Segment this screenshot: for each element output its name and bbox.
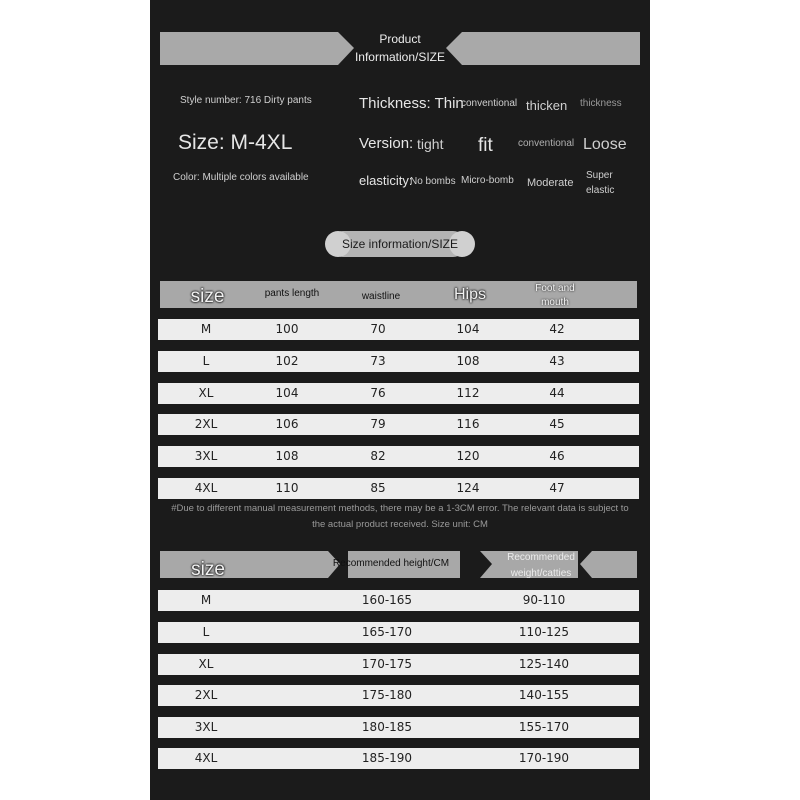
size-header-hips: Hips: [453, 286, 486, 303]
cell-hips: 108: [456, 354, 480, 368]
elasticity-option-4: Super elastic: [586, 170, 615, 196]
elasticity-option-3: Moderate: [527, 177, 574, 189]
cell-waist: 79: [370, 417, 386, 431]
size-header-size: size: [190, 286, 225, 307]
rec-header-notch-mid: [460, 551, 492, 578]
cell-hips: 112: [456, 386, 480, 400]
cell-size: L: [202, 354, 210, 368]
cell-length: 102: [275, 354, 299, 368]
table-row: [158, 383, 639, 404]
version-option-3: conventional: [518, 138, 575, 149]
cell-foot: 46: [549, 449, 565, 463]
table-row: [158, 748, 639, 769]
size-header-length: pants length: [264, 288, 320, 299]
table-row: [158, 478, 639, 499]
cell-weight: 170-190: [518, 751, 570, 765]
rec-header-weight: Recommended weight/catties: [507, 552, 575, 579]
cell-size: 2XL: [194, 417, 218, 431]
cell-size: M: [200, 322, 212, 336]
elasticity-label: elasticity:: [359, 173, 413, 188]
banner-bar-right: [463, 32, 640, 65]
cell-waist: 73: [370, 354, 386, 368]
thickness-option-2: thicken: [526, 98, 568, 113]
cell-waist: 82: [370, 449, 386, 463]
size-range: Size: M-4XL: [178, 131, 293, 154]
cell-height: 185-190: [361, 751, 413, 765]
cell-height: 165-170: [361, 625, 413, 639]
cell-length: 106: [275, 417, 299, 431]
version-option-1: tight: [417, 136, 444, 152]
cell-length: 110: [275, 481, 299, 495]
cell-length: 108: [275, 449, 299, 463]
size-info-label: Size information/SIZE: [341, 237, 459, 251]
version-option-4: Loose: [583, 136, 627, 153]
thickness-option-1: conventional: [461, 98, 518, 109]
version-label: Version:: [359, 135, 414, 152]
table-row: [158, 414, 639, 435]
size-header-foot: Foot and mouth: [535, 283, 575, 308]
version-option-2: fit: [478, 135, 493, 156]
cell-weight: 125-140: [518, 657, 570, 671]
cell-size: 2XL: [194, 688, 218, 702]
table-row: [158, 685, 639, 706]
cell-height: 170-175: [361, 657, 413, 671]
table-row: [158, 717, 639, 738]
cell-foot: 47: [549, 481, 565, 495]
elasticity-option-2: Micro-bomb: [461, 175, 514, 186]
measurement-note: #Due to different manual measurement methods, there may be a 1-3CM error. The relevant data is subject to the actual product received. Size unit: CM: [171, 503, 629, 530]
cell-weight: 140-155: [518, 688, 570, 702]
cell-height: 160-165: [361, 593, 413, 607]
cell-length: 100: [275, 322, 299, 336]
color-info: Color: Multiple colors available: [173, 172, 309, 183]
rec-header-size: size: [191, 559, 225, 580]
cell-size: 3XL: [194, 720, 218, 734]
cell-weight: 90-110: [522, 593, 566, 607]
rec-header-height: Recommended height/CM: [332, 558, 450, 569]
cell-size: M: [200, 593, 212, 607]
cell-height: 175-180: [361, 688, 413, 702]
cell-foot: 45: [549, 417, 565, 431]
cell-foot: 44: [549, 386, 565, 400]
thickness-option-3: thickness: [580, 98, 622, 109]
cell-size: XL: [198, 657, 214, 671]
style-number: Style number: 716 Dirty pants: [180, 95, 312, 106]
cell-hips: 116: [456, 417, 480, 431]
cell-foot: 43: [549, 354, 565, 368]
cell-weight: 155-170: [518, 720, 570, 734]
cell-waist: 70: [370, 322, 386, 336]
cell-weight: 110-125: [518, 625, 570, 639]
cell-size: 4XL: [194, 751, 218, 765]
banner-title: [320, 30, 480, 66]
cell-length: 104: [275, 386, 299, 400]
cell-size: 3XL: [194, 449, 218, 463]
cell-hips: 120: [456, 449, 480, 463]
size-header-waist: waistline: [361, 291, 401, 302]
table-row: [158, 446, 639, 467]
cell-size: L: [202, 625, 210, 639]
cell-hips: 104: [456, 322, 480, 336]
product-size-panel: [150, 0, 650, 800]
thickness-label: Thickness: Thin: [359, 95, 464, 112]
banner-title-line1: Product: [379, 32, 421, 46]
cell-size: XL: [198, 386, 214, 400]
banner-bar-left: [160, 32, 338, 65]
cell-waist: 76: [370, 386, 386, 400]
cell-height: 180-185: [361, 720, 413, 734]
cell-waist: 85: [370, 481, 386, 495]
table-row: [158, 351, 639, 372]
table-row: [158, 622, 639, 643]
cell-size: 4XL: [194, 481, 218, 495]
table-row: [158, 319, 639, 340]
table-row: [158, 590, 639, 611]
cell-hips: 124: [456, 481, 480, 495]
table-row: [158, 654, 639, 675]
banner-title-line2: Information/SIZE: [354, 50, 446, 64]
cell-foot: 42: [549, 322, 565, 336]
elasticity-option-1: No bombs: [410, 176, 456, 187]
